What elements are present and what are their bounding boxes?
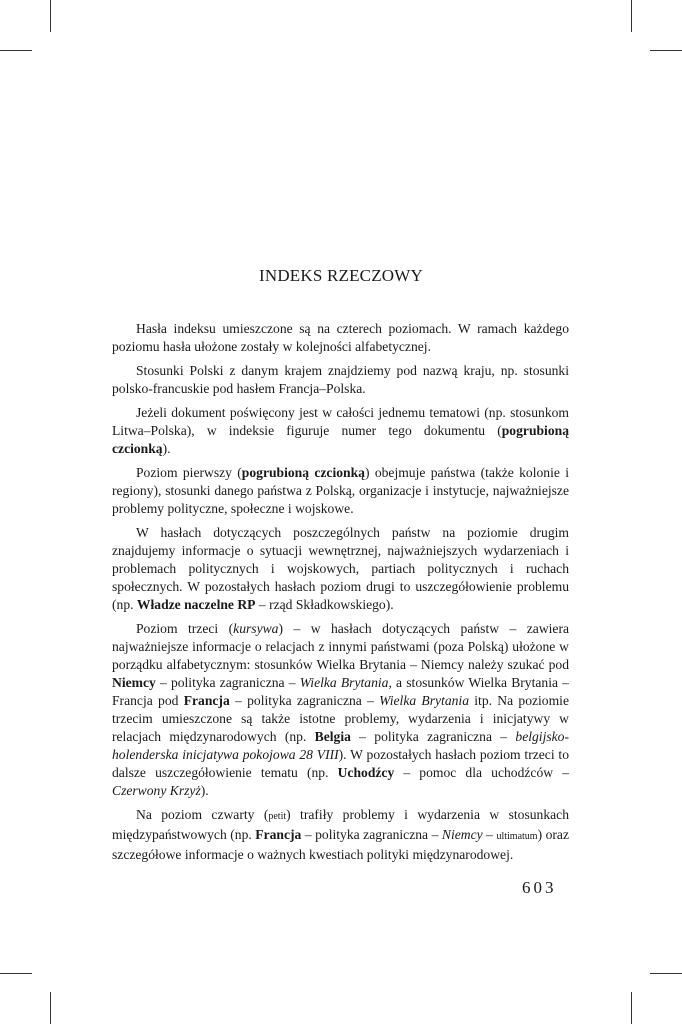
paragraph-4: Poziom pierwszy (pogrubioną czcionką) obejmuje państwa (także kolonie i regiony), stosunki danego państwa z Polską, organizacje i instytucje, najważniejsze problemy polityczne, społeczne i wojskowe.: [112, 465, 570, 516]
paragraph-7: Na poziom czwarty (petit) trafiły problemy i wydarzenia w stosunkach międzypaństwowych (np. Francja – polityka zagraniczna – Niemcy – ultimatum) oraz szczegółowe informacje o ważnych kwestiach polityki międzynarodowej.: [112, 807, 569, 862]
crop-mark: [650, 50, 682, 51]
crop-mark: [50, 992, 51, 1024]
paragraph-2: Stosunki Polski z danym krajem znajdziemy pod nazwą kraju, np. stosunki polsko-francuskie pod hasłem Francja–Polska.: [112, 363, 569, 396]
crop-mark: [631, 992, 632, 1024]
page-title: INDEKS RZECZOWY: [258, 266, 423, 285]
paragraph-5: W hasłach dotyczących poszczególnych państw na poziomie drugim znajdujemy informacje o sytuacji wewnętrznej, najważniejszych wydarzeniach i problemach politycznych i wojskowych, partiach politycznych i ruchach społecznych. W pozostałych hasłach poziom drugi to uszczegółowienie problemu (np. Władze naczelne RP – rząd Składkowskiego).: [112, 525, 569, 612]
crop-mark: [0, 973, 32, 974]
crop-mark: [631, 0, 632, 32]
page-number: 603: [522, 878, 557, 897]
paragraph-1: Hasła indeksu umieszczone są na czterech poziomach. W ramach każdego poziomu hasła ułożone zostały w kolejności alfabetycznej.: [112, 321, 569, 354]
crop-mark: [0, 50, 32, 51]
index-introduction: [112, 320, 569, 870]
paragraph-6: Poziom trzeci (kursywa) – w hasłach dotyczących państw – zawiera najważniejsze informacje o relacjach z innymi państwami (poza Polską) ułożone w porządku alfabetycznym: stosunków Wielka Brytania – Niemcy należy szukać pod Niemcy – polityka zagraniczna – Wielka Brytania, a stosunków Wielka Brytania – Francja pod Francja – polityka zagraniczna – Wielka Brytania itp. Na poziomie trzecim umieszczone są także istotne problemy, wydarzenia i inicjatywy w relacjach międzynarodowych (np. Belgia – polityka zagraniczna – belgijsko-holenderska inicjatywa pokojowa 28 VIII). W pozostałych hasłach poziom trzeci to dalsze uszczegółowienie tematu (np. Uchodźcy – pomoc dla uchodźców – Czerwony Krzyż).: [112, 621, 570, 798]
paragraph-3: Jeżeli dokument poświęcony jest w całości jednemu tematowi (np. stosunkom Litwa–Polska), w indeksie figuruje numer tego dokumentu (pogrubioną czcionką).: [112, 405, 569, 456]
crop-mark: [50, 0, 51, 32]
crop-mark: [650, 973, 682, 974]
